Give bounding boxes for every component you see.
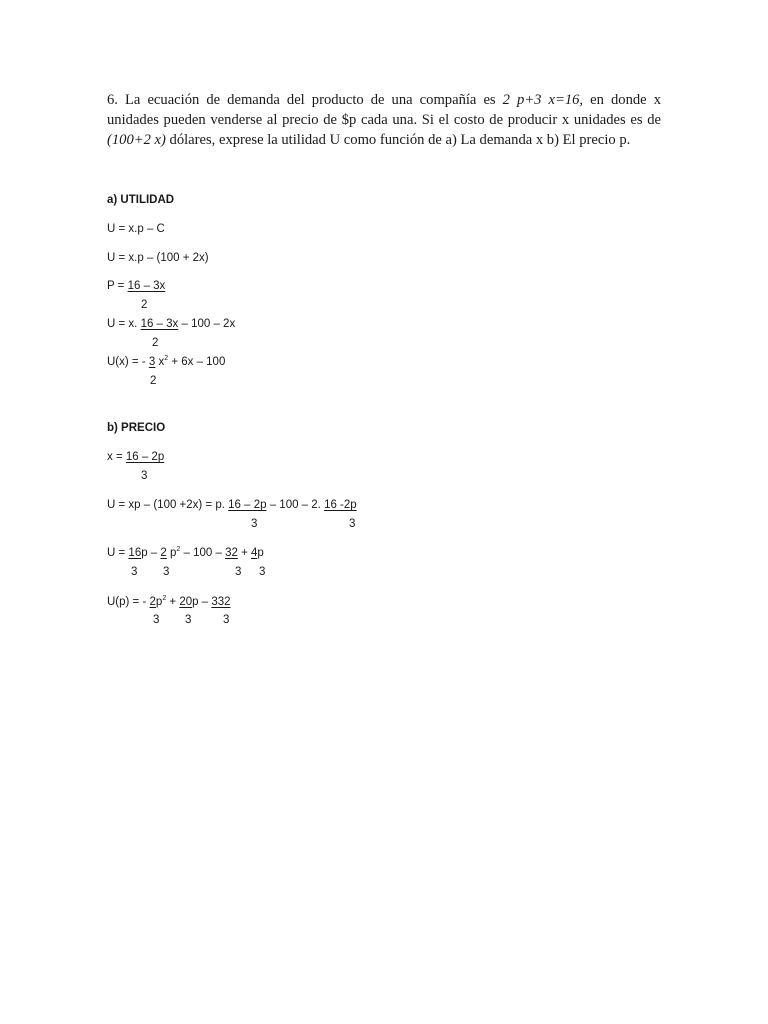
eq-term: p [257, 547, 264, 559]
exponent: 2 [164, 355, 169, 362]
eq-lhs: U(p) = - [107, 596, 150, 608]
cost-expression: (100+2 x) [107, 132, 166, 148]
problem-line-3 [107, 130, 661, 150]
denominator: 3 [223, 614, 230, 626]
eq-rest: + 6x – 100 [168, 356, 226, 368]
eq-a2: U = x.p – (100 + 2x) [107, 252, 209, 264]
eq-lhs: U(x) = - [107, 356, 149, 368]
problem-text: en donde x [583, 92, 661, 108]
eq-lhs: P = [107, 280, 128, 292]
numerator: 16 – 2p [228, 499, 267, 511]
numerator: 2 [160, 547, 167, 559]
eq-rest: – 100 – 2x [178, 318, 236, 330]
eq-term: p – [141, 547, 161, 559]
denominator: 3 [131, 566, 138, 578]
eq-a1: U = x.p – C [107, 223, 165, 235]
eq-b1 [107, 450, 164, 464]
eq-term: + [166, 596, 180, 608]
eq-term: p [155, 596, 163, 608]
numerator: 4 [250, 547, 258, 559]
eq-term: – 100 – [180, 547, 226, 559]
eq-term: p [166, 547, 177, 559]
eq-lhs: x = [107, 451, 126, 463]
eq-lhs: U = xp – (100 +2x) = p. [107, 499, 229, 511]
eq-b3 [107, 546, 264, 560]
denominator: 3 [349, 518, 356, 530]
eq-term: – 100 – 2. [266, 499, 325, 511]
eq-term: x [155, 356, 165, 368]
denominator: 2 [152, 337, 159, 349]
section-b-heading: b) PRECIO [107, 422, 166, 434]
eq-term: + [237, 547, 251, 559]
problem-line-2: unidades pueden venderse al precio de $p cada una. Si el costo de producir x unidades es de [107, 112, 661, 128]
exponent: 2 [176, 546, 181, 553]
numerator: 2 [149, 596, 156, 608]
numerator: 16 – 3x [127, 280, 166, 292]
problem-text: 6. La ecuación de demanda del producto de una compañía es [107, 92, 503, 108]
eq-a5 [107, 355, 225, 369]
numerator: 16 [128, 547, 142, 559]
problem-statement [107, 90, 661, 150]
eq-b2 [107, 498, 357, 512]
numerator: 332 [211, 596, 231, 608]
denominator: 3 [259, 566, 266, 578]
denominator: 3 [163, 566, 170, 578]
exponent: 2 [162, 595, 167, 602]
denominator: 2 [141, 299, 148, 311]
denominator: 3 [153, 614, 160, 626]
problem-text: dólares, exprese la utilidad U como función de a) La demanda x b) El precio p. [165, 132, 631, 148]
denominator: 3 [251, 518, 258, 530]
numerator: 16 – 2p [125, 451, 165, 463]
denominator: 3 [185, 614, 192, 626]
denominator: 2 [150, 375, 157, 387]
eq-a4 [107, 317, 235, 331]
denominator: 3 [141, 470, 148, 482]
eq-term: p – [192, 596, 212, 608]
section-a-heading: a) UTILIDAD [107, 194, 175, 206]
eq-b4 [107, 595, 231, 609]
demand-equation: 2 p+3 x=16, [502, 92, 584, 108]
numerator: 16 -2p [324, 499, 357, 511]
numerator: 32 [225, 547, 238, 559]
eq-lhs: U = x. [107, 318, 141, 330]
denominator: 3 [235, 566, 242, 578]
eq-lhs: U = [107, 547, 129, 559]
numerator: 3 [148, 356, 156, 368]
eq-a3 [107, 279, 165, 293]
problem-line-1 [107, 90, 661, 110]
numerator: 16 – 3x [140, 318, 179, 330]
numerator: 20 [179, 596, 193, 608]
